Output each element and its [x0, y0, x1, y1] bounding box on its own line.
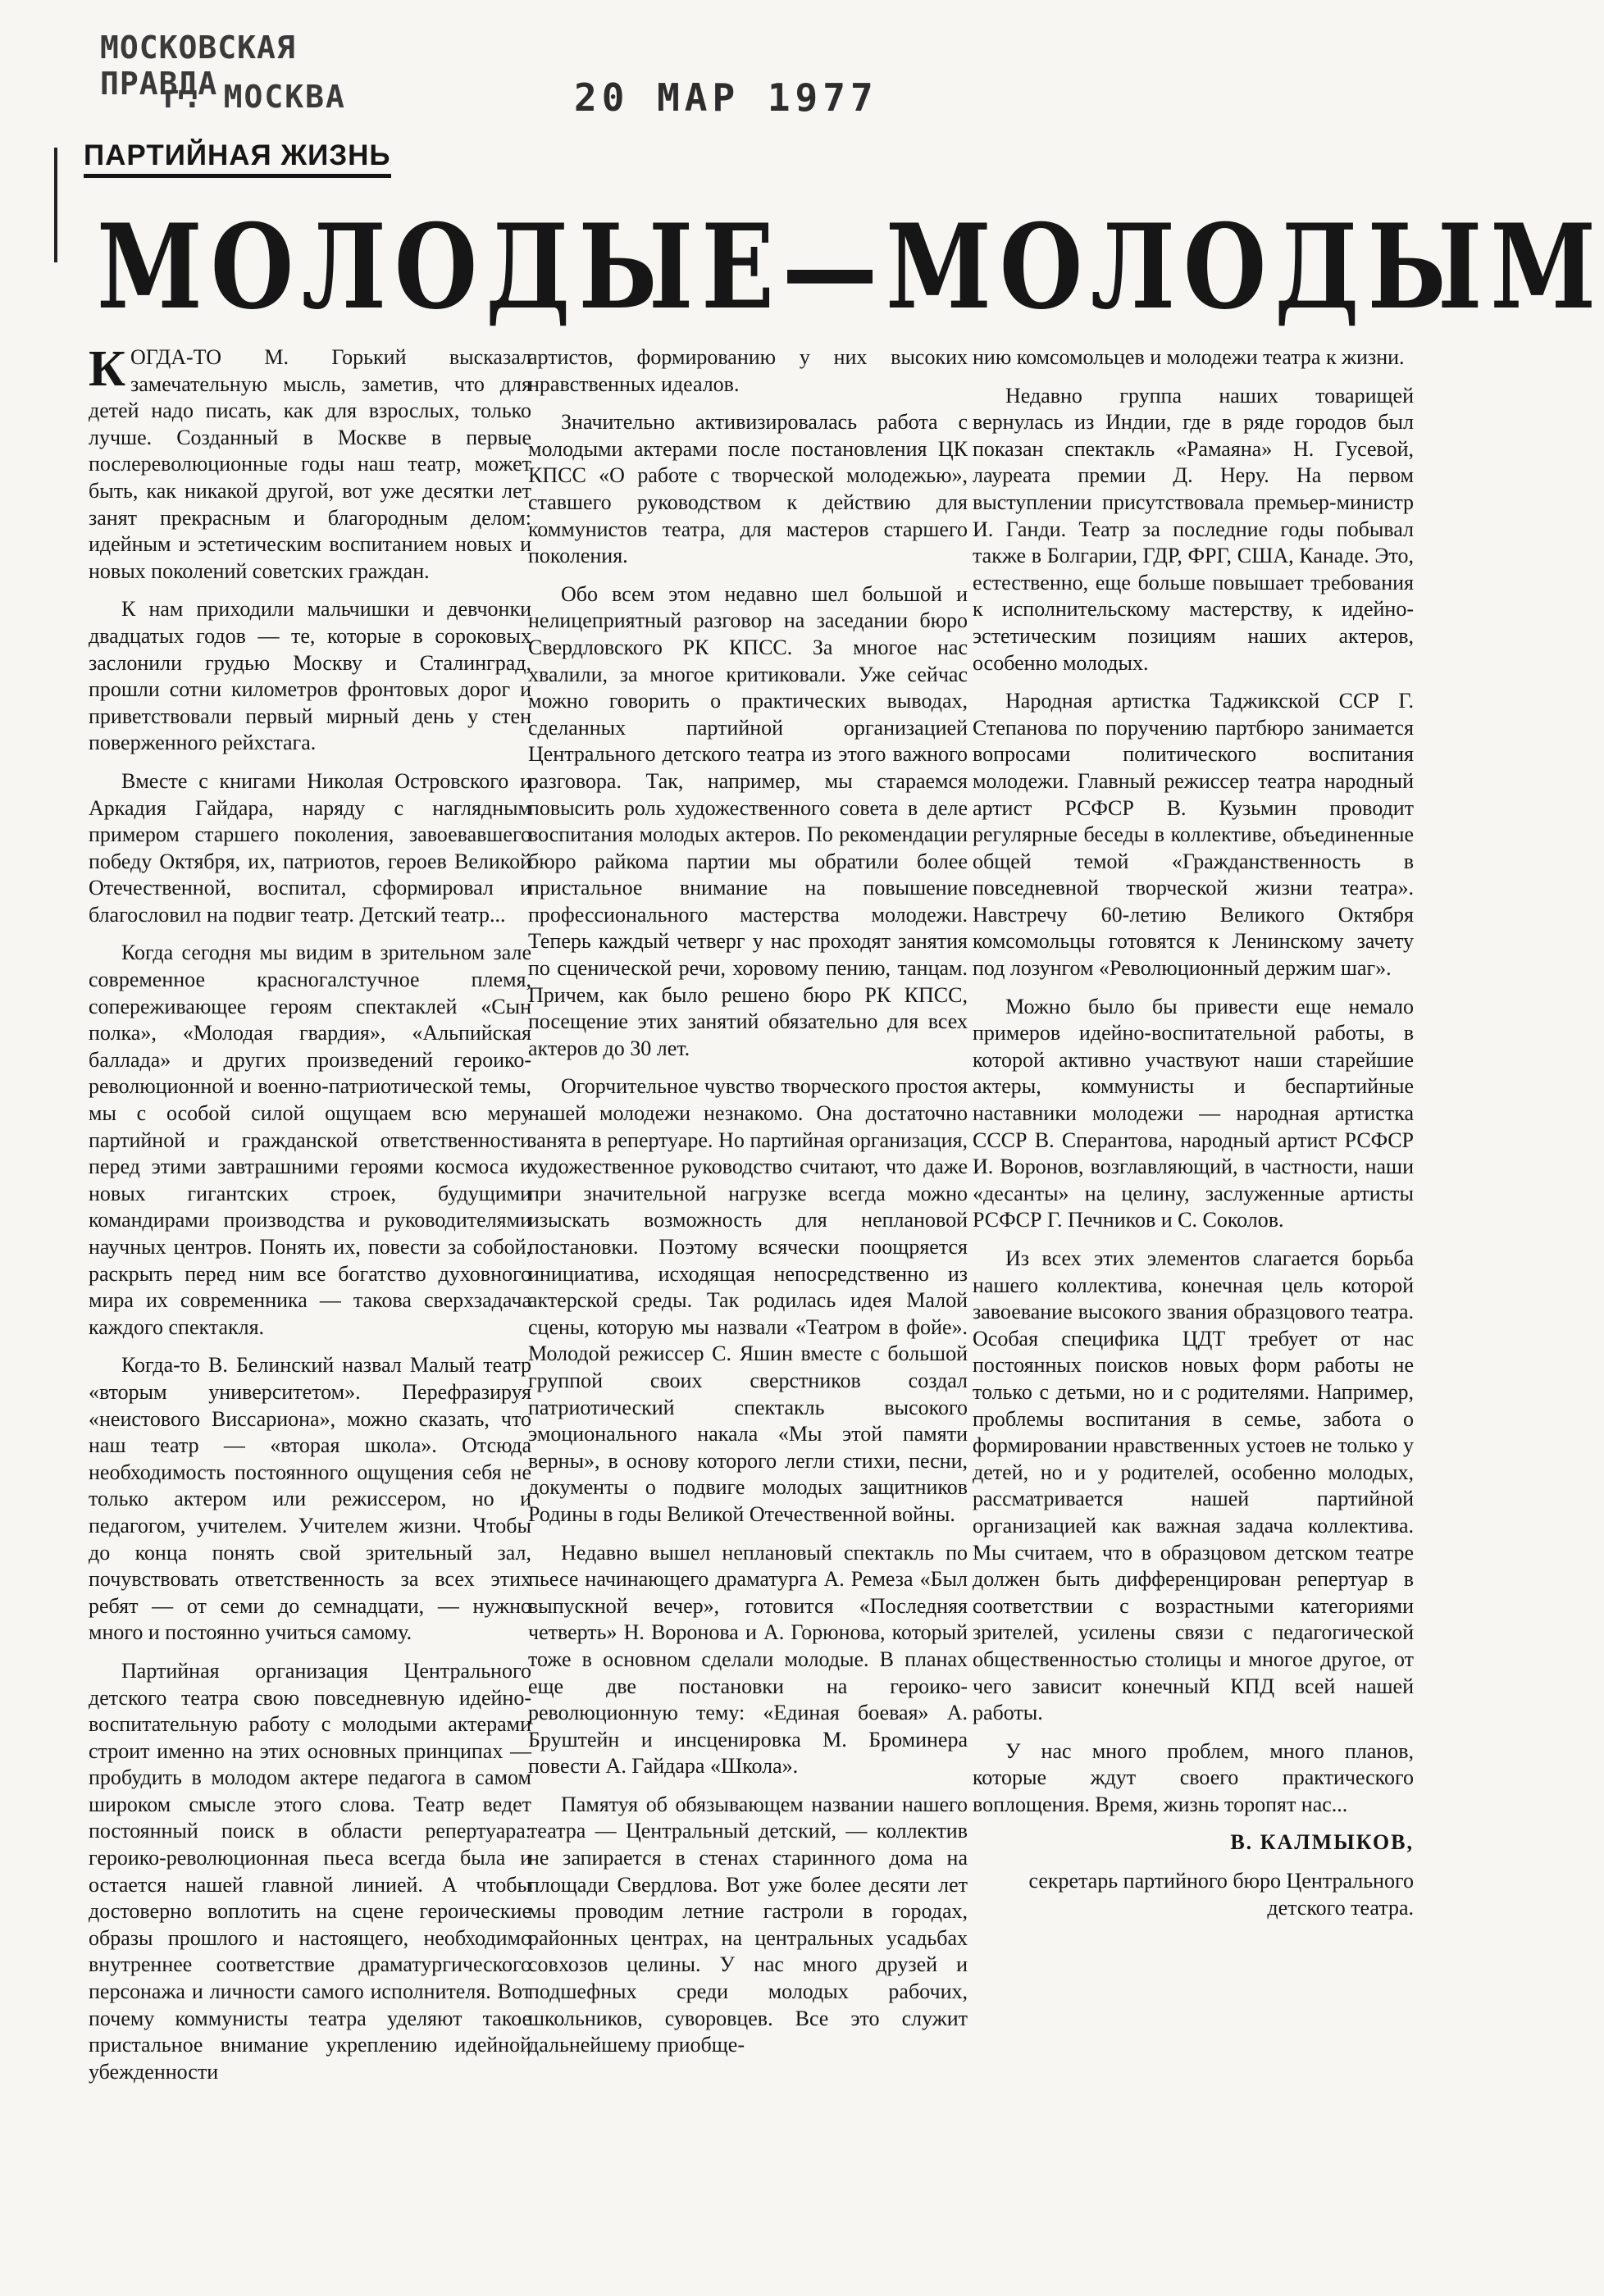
- date-stamp: 20 МАР 1977: [574, 75, 878, 120]
- paragraph: Из всех этих элементов слагается борьба нашего коллектива, конечная цель которой завоевание высокого звания образцового театра. Особая специфика ЦДТ требует от нас постоянных поисков новых форм работы не только с детьми, но и с родителями. Например, проблемы воспитания в семье, забота о формировании нравственных устоев не только у детей, но и у родителей, особенно молодых, рассматривается нашей партийной организацией как важная задача коллектива. Мы считаем, что в образцовом детском театре должен быть дифференцирован репертуар в соответствии с возрастными категориями зрителей, усилены связи с педагогической общественностью столицы и многое другое, от чего зависит конечный КПД всей нашей работы.: [973, 1246, 1414, 1725]
- author-role: секретарь партийного бюро Центрального детского театра.: [1028, 1869, 1414, 1920]
- paragraph: Когда-то В. Белинский назвал Малый театр «вторым университетом». Перефразируя «неистового Виссариона», можно сказать, что наш театр — «вторая школа». Отсюда необходимость постоянного ощущения себя не только актером или режиссером, но и педагогом, учителем. Учителем жизни. Чтобы до конца понять свой зрительный зал, почувствовать ответственность за всех этих ребят — от семи до семнадцати, — нужно много и постоянно учиться самому.: [89, 1353, 531, 1645]
- clipping-edge-line: [54, 148, 57, 262]
- newspaper-source-stamp: [100, 30, 420, 121]
- column-1: [89, 341, 531, 2097]
- column-2: [528, 344, 968, 2070]
- article-headline: МОЛОДЫЕ—МОЛОДЫМ: [97, 199, 1604, 335]
- stamp-newspaper-name: МОСКОВСКАЯ ПРАВДА: [100, 30, 296, 102]
- paragraph: Народная артистка Таджикской ССР Г. Степанова по поручению партбюро занимается вопросами политического воспитания молодежи. Главный режиссер театра народный артист РСФСР В. Кузьмин проводит регулярные беседы в коллективе, объединенные общей темой «Гражданственность в повседневной творческой жизни театра». Навстречу 60-летию Великого Октября комсомольцы готовятся к Ленинскому зачету под лозунгом «Революционный держим шаг».: [973, 689, 1414, 981]
- paragraph: Значительно активизировалась работа с молодыми актерами после постановления ЦК КПСС «О работе с творческой молодежью», ставшего руководством к действию для коммунистов театра, для мастеров старшего поколения.: [528, 410, 968, 568]
- paragraph: К нам приходили мальчишки и девчонки двадцатых годов — те, которые в сороковых заслонили грудью Москву и Сталинград, прошли сотни километров фронтовых дорог и приветствовали первый мирный день у стен поверженного рейхстага.: [89, 597, 531, 755]
- section-rubric: ПАРТИЙНАЯ ЖИЗНЬ: [84, 139, 391, 178]
- paragraph: Вместе с книгами Николая Островского и Аркадия Гайдара, наряду с наглядным примером старшего поколения, завоевавшего победу Октября, их, патриотов, героев Великой Отечественной, воспитал, сформировал и благословил на подвиг театр. Детский театр...: [89, 768, 531, 927]
- paragraph: Огорчительное чувство творческого простоя нашей молодежи незнакомо. Она достаточно занята в репертуаре. Но партийная организация, художественное руководство считают, что даже при значительной нагрузке всегда можно изыскать возможность для неплановой постановки. Поэтому всячески поощряется инициатива, исходящая непосредственно из актерской среды. Так родилась идея Малой сцены, которую мы назвали «Театром в фойе». Молодой режиссер С. Яшин вместе с большой группой своих сверстников создал патриотический спектакль высокого эмоционального накала «Мы этой памяти верны», в основу которого легли стихи, песни, документы о подвиге молодых защитников Родины в годы Великой Отечественной войны.: [528, 1074, 968, 1526]
- paragraph-text: ОГДА-ТО М. Горький высказал замечательную мысль, заметив, что для детей надо писать, как для взрослых, только лучше. Созданный в Москве в первые послереволюционные годы наш театр, может быть, как никакой другой, вот уже десятки лет занят прекрасным и благородным делом: идейным и эстетическим воспитанием новых и новых поколений советских граждан.: [89, 345, 531, 583]
- paragraph: Когда сегодня мы видим в зрительном зале современное красногалстучное племя, сопереживающее героям спектаклей «Сын полка», «Молодая гвардия», «Альпийская баллада» и других произведений героико-революционной и военно-патриотической темы, мы с особой силой ощущаем всю меру партийной и гражданской ответственности перед этими завтрашними героями космоса и новых гигантских строек, будущими командирами производства и руководителями научных центров. Понять их, повести за собой, раскрыть перед ним все богатство духовного мира их современника — такова сверхзадача каждого спектакля.: [89, 941, 531, 1339]
- paragraph: артистов, формированию у них высоких нравственных идеалов.: [528, 345, 968, 396]
- paragraph: нию комсомольцев и молодежи театра к жизни.: [973, 345, 1405, 369]
- author-name: В. КАЛМЫКОВ,: [1230, 1830, 1414, 1855]
- paragraph: Памятуя об обязывающем названии нашего театра — Центральный детский, — коллектив не запирается в стенах старинного дома на площади Свердлова. Вот уже более десяти лет мы проводим летние гастроли в городах, районных центрах, на центральных усадьбах совхозов целины. У нас много друзей и подшефных среди молодых рабочих, школьников, суворовцев. Все это служит дальнейшему приобще-: [528, 1792, 968, 2057]
- paragraph: Партийная организация Центрального детского театра свою повседневную идейно-воспитательную работу с молодыми актерами строит именно на этих основных принципах — пробудить в молодом актере педагога в самом широком смысле этого слова. Театр ведет постоянный поиск в области репертуара: героико-революционная пьеса всегда была и остается нашей главной линией. А чтобы достоверно воплотить на сцене героические образы прошлого и настоящего, необходимо внутреннее соответствие драматургического персонажа и личности самого исполнителя. Вот почему коммунисты театра уделяют такое пристальное внимание укреплению идейной убежденности: [89, 1658, 531, 2084]
- paragraph: Можно было бы привести еще немало примеров идейно-воспитательной работы, в которой активно участвуют наши старейшие актеры, коммунисты и беспартийные наставники молодежи — народная артистка СССР В. Сперантова, народный артист РСФСР И. Воронов, возглавляющий, в частности, наши «десанты» на целину, заслуженные артисты РСФСР Г. Печников и С. Соколов.: [973, 994, 1414, 1232]
- paragraph: Недавно вышел неплановый спектакль по пьесе начинающего драматурга А. Ремеза «Был выпускной вечер», готовится «Последняя четверть» Н. Воронова и А. Горюнова, который тоже в основном сделали молодые. В планах еще две постановки на героико-революционную тему: «Единая боевая» А. Бруштейн и инсценировка М. Броминера повести А. Гайдара «Школа».: [528, 1540, 968, 1779]
- paragraph: Недавно группа наших товарищей вернулась из Индии, где в ряде городов был показан спектакль «Рамаяна» Н. Гусевой, лауреата премии Д. Неру. На первом выступлении присутствовала премьер-министр И. Ганди. Театр за последние годы побывал также в Болгарии, ГДР, ФРГ, США, Канаде. Это, естественно, еще больше повышает требования к исполнительскому мастерству, к идейно-эстетическим позициям наших актеров, особенно молодых.: [973, 383, 1414, 675]
- drop-cap: К: [89, 341, 125, 397]
- paragraph: У нас много проблем, много планов, которые ждут своего практического воплощения. Время, жизнь торопят нас...: [973, 1738, 1414, 1816]
- paragraph: [89, 341, 531, 585]
- stamp-city: г. МОСКВА: [162, 79, 346, 115]
- paragraph: Обо всем этом недавно шел большой и нелицеприятный разговор на заседании бюро Свердловского РК КПСС. За многое нас хвалили, за многое критиковали. Уже сейчас можно говорить о практических выводах, сделанных партийной организацией Центрального детского театра из этого важного разговора. Так, например, мы стараемся повысить роль художественного совета в деле воспитания молодых актеров. По рекомендации бюро райкома партии мы обратили более пристальное внимание на повышение профессионального мастерства молодежи. Теперь каждый четверг у нас проходят занятия по сценической речи, хоровому пению, танцам. Причем, как было решено бюро РК КПСС, посещение этих занятий обязательно для всех актеров до 30 лет.: [528, 581, 968, 1060]
- column-3: [973, 344, 1414, 1933]
